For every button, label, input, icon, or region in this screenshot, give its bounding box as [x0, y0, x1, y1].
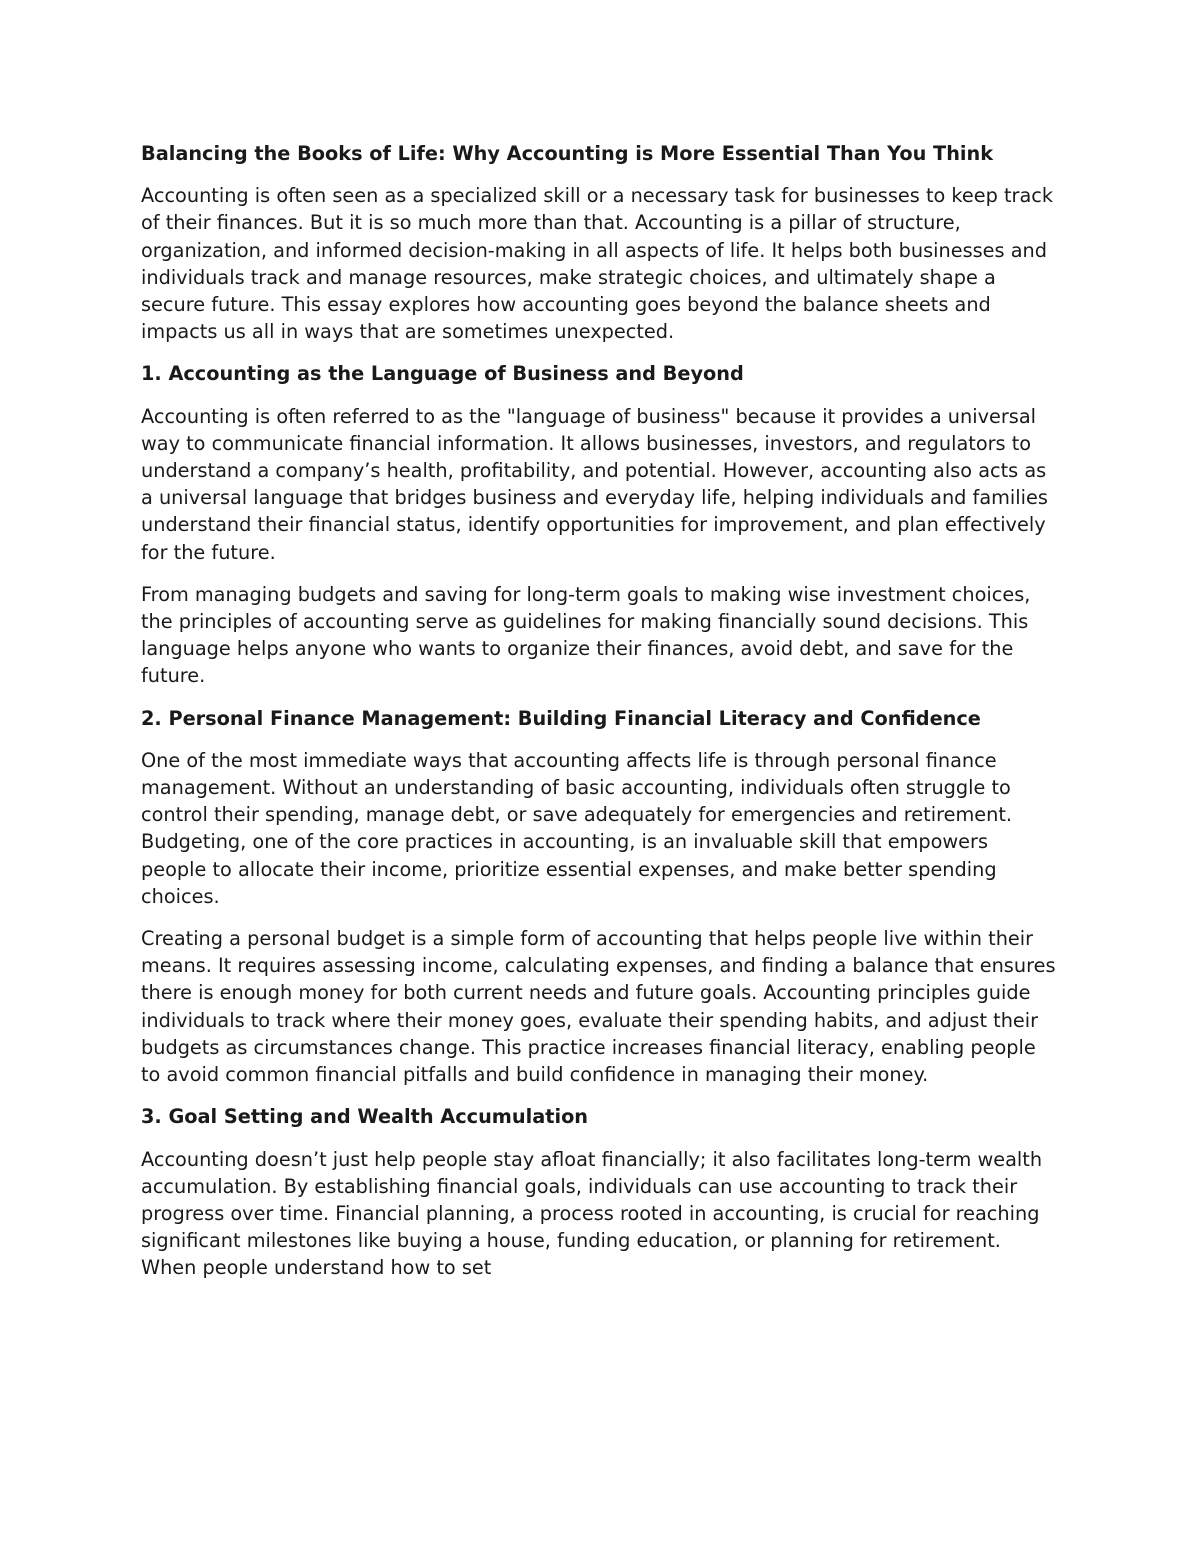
section-2-paragraph-2: Creating a personal budget is a simple form of accounting that helps people live within their means. It requires assessing income, calculating expenses, and finding a balance that ensures there is enough money for both current needs and future goals. Accounting principles guide individuals to track where their money goes, evaluate their spending habits, and adjust their budgets as circumstances change. This practice increases financial literacy, enabling people to avoid common financial pitfalls and build confidence in managing their money.	[141, 927, 1056, 1087]
section-1-paragraph-2: From managing budgets and saving for long-term goals to making wise investment choices, the principles of accounting serve as guidelines for making financially sound decisions. This language helps anyone who wants to organize their finances, avoid debt, and save for the future.	[141, 582, 1031, 688]
section-heading-1: 1. Accounting as the Language of Business and Beyond	[141, 362, 744, 386]
section-2-paragraph-1: One of the most immediate ways that accounting affects life is through personal finance management. Without an understanding of basic accounting, individuals often struggle to control their spending, manage debt, or save adequately for emergencies and retirement. Budgeting, one of the core practices in accounting, is an invaluable skill that empowers people to allocate their income, prioritize essential expenses, and make better spending choices.	[141, 748, 1013, 908]
section-1-paragraph-1: Accounting is often referred to as the "language of business" because it provides a universal way to communicate financial information. It allows businesses, investors, and regulators to understand a company’s health, profitability, and potential. However, accounting also acts as a universal language that bridges business and everyday life, helping individuals and families understand their financial status, identify opportunities for improvement, and plan effectively for the future.	[141, 404, 1048, 564]
section-heading-3: 3. Goal Setting and Wealth Accumulation	[141, 1105, 589, 1129]
intro-paragraph: Accounting is often seen as a specialized skill or a necessary task for businesses to keep track of their finances. But it is so much more than that. Accounting is a pillar of structure, organization, and informed decision-making in all aspects of life. It helps both businesses and individuals track and manage resources, make strategic choices, and ultimately shape a secure future. This essay explores how accounting goes beyond the balance sheets and impacts us all in ways that are sometimes unexpected.	[141, 184, 1054, 344]
section-heading-2: 2. Personal Finance Management: Building Financial Literacy and Confidence	[141, 706, 981, 730]
document-body	[141, 140, 1059, 1297]
section-3-paragraph-1: Accounting doesn’t just help people stay afloat financially; it also facilitates long-term wealth accumulation. By establishing financial goals, individuals can use accounting to track their progress over time. Financial planning, a process rooted in accounting, is crucial for reaching significant milestones like buying a house, funding education, or planning for retirement. When people understand how to set	[141, 1147, 1043, 1280]
document-title: Balancing the Books of Life: Why Accounting is More Essential Than You Think	[141, 142, 994, 165]
